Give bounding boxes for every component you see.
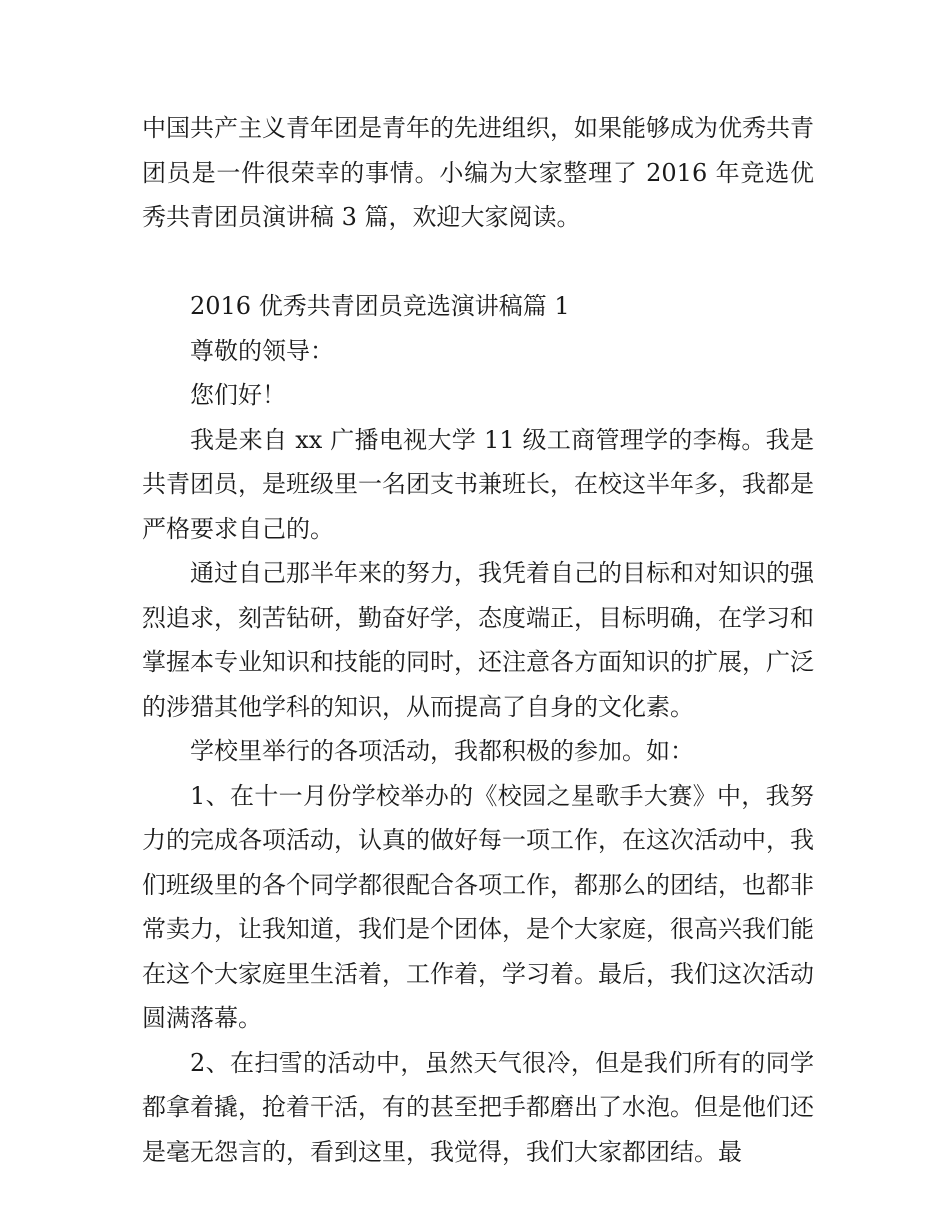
greeting: 您们好！	[190, 381, 286, 409]
salutation: 尊敬的领导：	[190, 336, 334, 365]
section-title: 2016 优秀共青团员竞选演讲稿篇 1	[190, 292, 570, 320]
intro-paragraph: 中国共产主义青年团是青年的先进组织，如果能够成为优秀共青团员是一件很荣幸的事情。小编为大家整理了 2016 年竞选优秀共青团员演讲稿 3 篇，欢迎大家阅读。	[142, 114, 814, 231]
body-paragraph: 2、在扫雪的活动中，虽然天气很冷，但是我们所有的同学都拿着撬，抢着干活，有的甚至把手都磨出了水泡。但是他们还是毫无怨言的，看到这里，我觉得，我们大家都团结。最	[142, 1048, 814, 1166]
body-paragraph: 学校里举行的各项活动，我都积极的参加。如：	[190, 737, 694, 765]
body-paragraph: 1、在十一月份学校举办的《校园之星歌手大赛》中，我努力的完成各项活动，认真的做好每一项工作，在这次活动中，我们班级里的各个同学都很配合各项工作，都那么的团结，也都非常卖力，让我知道，我们是个团体，是个大家庭，很高兴我们能在这个大家庭里生活着，工作着，学习着。最后，我们这次活动圆满落幕。	[142, 781, 814, 1032]
body-paragraph: 我是来自 xx 广播电视大学 11 级工商管理学的李梅。我是共青团员，是班级里一名团支书兼班长，在校这半年多，我都是严格要求自己的。	[142, 425, 814, 543]
document-body	[142, 106, 814, 1174]
body-paragraph: 通过自己那半年来的努力，我凭着自己的目标和对知识的强烈追求，刻苦钻研，勤奋好学，态度端正，目标明确，在学习和掌握本专业知识和技能的同时，还注意各方面知识的扩展，广泛的涉猎其他学科的知识，从而提高了自身的文化素。	[142, 559, 814, 721]
